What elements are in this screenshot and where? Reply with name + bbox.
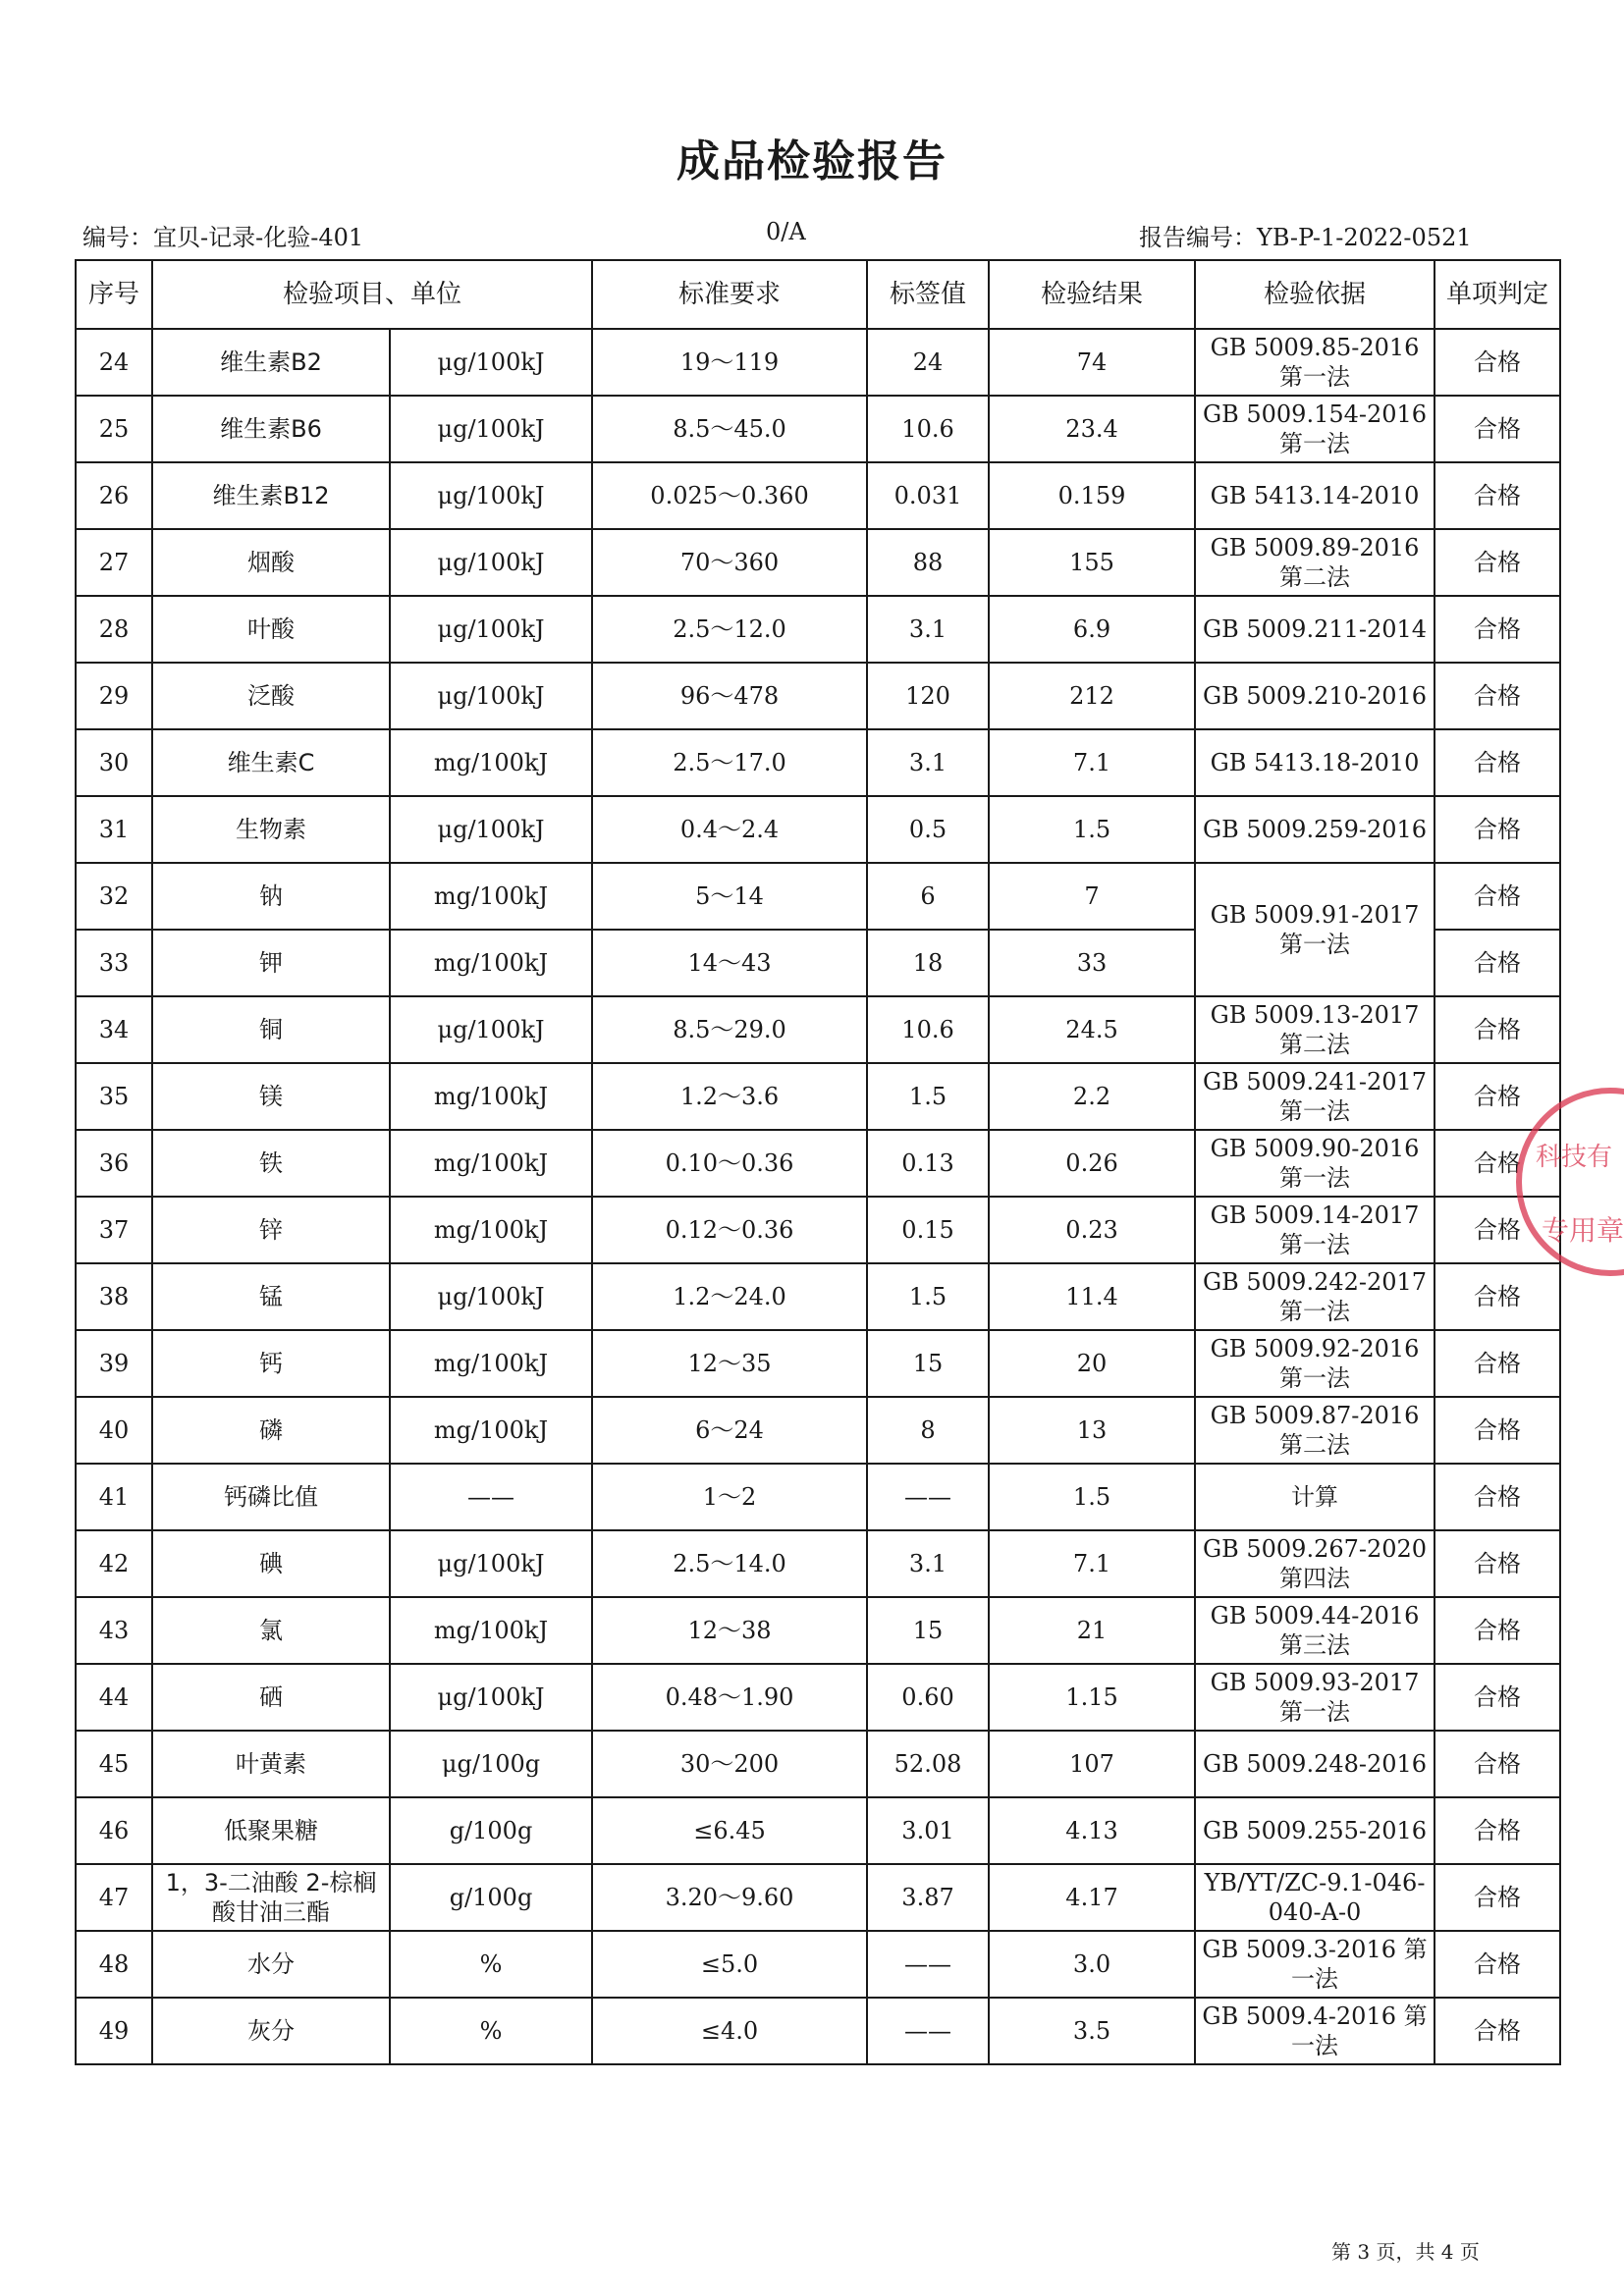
method-cell: GB 5009.89-2016 第二法: [1195, 529, 1435, 596]
record-number: 编号：宜贝-记录-化验-401: [82, 224, 364, 251]
label-value-cell: 18: [867, 930, 989, 996]
label-value-cell: 3.1: [867, 1530, 989, 1597]
standard-cell: 12～38: [592, 1597, 867, 1664]
standard-cell: 1.2～24.0: [592, 1263, 867, 1330]
item-name-cell: 叶黄素: [152, 1731, 390, 1797]
col-header-result: 检验结果: [989, 260, 1195, 329]
method-cell: GB 5413.14-2010: [1195, 462, 1435, 529]
item-name-cell: 烟酸: [152, 529, 390, 596]
page-number: 第 3 页，共 4 页: [1331, 2240, 1480, 2264]
method-cell: GB 5009.241-2017 第一法: [1195, 1063, 1435, 1130]
unit-cell: %: [390, 1998, 592, 2064]
method-cell: YB/YT/ZC-9.1-046-040-A-0: [1195, 1864, 1435, 1931]
standard-cell: 8.5～45.0: [592, 396, 867, 462]
verdict-cell: 合格: [1435, 729, 1560, 796]
standard-cell: ≤6.45: [592, 1797, 867, 1864]
table-row: [76, 529, 1560, 596]
verdict-cell: 合格: [1435, 796, 1560, 863]
method-cell: GB 5009.248-2016: [1195, 1731, 1435, 1797]
verdict-cell: 合格: [1435, 1130, 1560, 1197]
label-value-cell: 1.5: [867, 1263, 989, 1330]
table-row: [76, 863, 1560, 930]
label-value-cell: 0.031: [867, 462, 989, 529]
table-header-row: [76, 260, 1560, 329]
item-name-cell: 水分: [152, 1931, 390, 1998]
item-name-cell: 锌: [152, 1197, 390, 1263]
item-name-cell: 生物素: [152, 796, 390, 863]
standard-cell: 2.5～17.0: [592, 729, 867, 796]
item-name-cell: 铜: [152, 996, 390, 1063]
item-name-cell: 钙: [152, 1330, 390, 1397]
row-number-cell: 25: [76, 396, 152, 462]
standard-cell: 0.4～2.4: [592, 796, 867, 863]
verdict-cell: 合格: [1435, 1998, 1560, 2064]
result-cell: 7: [989, 863, 1195, 930]
standard-cell: 1.2～3.6: [592, 1063, 867, 1130]
method-cell: GB 5009.91-2017 第一法: [1195, 863, 1435, 996]
standard-cell: 70～360: [592, 529, 867, 596]
standard-cell: 0.48～1.90: [592, 1664, 867, 1731]
label-value-cell: 8: [867, 1397, 989, 1464]
method-cell: GB 5009.211-2014: [1195, 596, 1435, 663]
verdict-cell: 合格: [1435, 1931, 1560, 1998]
method-cell: GB 5009.87-2016 第二法: [1195, 1397, 1435, 1464]
verdict-cell: 合格: [1435, 529, 1560, 596]
unit-cell: mg/100kJ: [390, 1397, 592, 1464]
unit-cell: %: [390, 1931, 592, 1998]
report-title: 成品检验报告: [677, 136, 947, 187]
unit-cell: mg/100kJ: [390, 1597, 592, 1664]
item-name-cell: 钾: [152, 930, 390, 996]
result-cell: 11.4: [989, 1263, 1195, 1330]
item-name-cell: 钙磷比值: [152, 1464, 390, 1530]
report-number: 报告编号：YB-P-1-2022-0521: [1139, 224, 1472, 251]
table-row: [76, 1530, 1560, 1597]
label-value-cell: 15: [867, 1597, 989, 1664]
item-name-cell: 维生素B2: [152, 329, 390, 396]
item-name-cell: 镁: [152, 1063, 390, 1130]
verdict-cell: 合格: [1435, 462, 1560, 529]
verdict-cell: 合格: [1435, 1063, 1560, 1130]
method-cell: GB 5009.44-2016 第三法: [1195, 1597, 1435, 1664]
table-row: [76, 1263, 1560, 1330]
unit-cell: μg/100kJ: [390, 996, 592, 1063]
table-row: [76, 1063, 1560, 1130]
standard-cell: 0.12～0.36: [592, 1197, 867, 1263]
item-name-cell: 氯: [152, 1597, 390, 1664]
verdict-cell: 合格: [1435, 1464, 1560, 1530]
col-header-no: 序号: [76, 260, 152, 329]
row-number-cell: 34: [76, 996, 152, 1063]
table-row: [76, 729, 1560, 796]
standard-cell: 1～2: [592, 1464, 867, 1530]
col-header-item: 检验项目、单位: [152, 260, 592, 329]
unit-cell: mg/100kJ: [390, 1197, 592, 1263]
table-row: [76, 1330, 1560, 1397]
item-name-cell: 灰分: [152, 1998, 390, 2064]
label-value-cell: 10.6: [867, 996, 989, 1063]
table-row: [76, 663, 1560, 729]
verdict-cell: 合格: [1435, 1664, 1560, 1731]
table-row: [76, 1130, 1560, 1197]
verdict-cell: 合格: [1435, 1864, 1560, 1931]
table-row: [76, 996, 1560, 1063]
label-value-cell: 3.01: [867, 1797, 989, 1864]
method-cell: GB 5009.210-2016: [1195, 663, 1435, 729]
row-number-cell: 49: [76, 1998, 152, 2064]
method-cell: GB 5009.93-2017 第一法: [1195, 1664, 1435, 1731]
verdict-cell: 合格: [1435, 1731, 1560, 1797]
result-cell: 107: [989, 1731, 1195, 1797]
unit-cell: μg/100kJ: [390, 462, 592, 529]
result-cell: 23.4: [989, 396, 1195, 462]
table-row: [76, 596, 1560, 663]
table-row: [76, 1464, 1560, 1530]
inspection-table: [75, 259, 1561, 2065]
unit-cell: mg/100kJ: [390, 863, 592, 930]
result-cell: 155: [989, 529, 1195, 596]
standard-cell: ≤4.0: [592, 1998, 867, 2064]
col-header-standard: 标准要求: [592, 260, 867, 329]
label-value-cell: 0.60: [867, 1664, 989, 1731]
unit-cell: g/100g: [390, 1797, 592, 1864]
result-cell: 20: [989, 1330, 1195, 1397]
verdict-cell: 合格: [1435, 930, 1560, 996]
item-name-cell: 1，3-二油酸 2-棕榈酸甘油三酯: [152, 1864, 390, 1931]
result-cell: 2.2: [989, 1063, 1195, 1130]
result-cell: 1.15: [989, 1664, 1195, 1731]
version: 0/A: [766, 218, 806, 245]
row-number-cell: 29: [76, 663, 152, 729]
verdict-cell: 合格: [1435, 1197, 1560, 1263]
table-row: [76, 796, 1560, 863]
method-cell: GB 5009.85-2016 第一法: [1195, 329, 1435, 396]
row-number-cell: 26: [76, 462, 152, 529]
result-cell: 6.9: [989, 596, 1195, 663]
standard-cell: 8.5～29.0: [592, 996, 867, 1063]
label-value-cell: 24: [867, 329, 989, 396]
standard-cell: 6～24: [592, 1397, 867, 1464]
item-name-cell: 碘: [152, 1530, 390, 1597]
row-number-cell: 32: [76, 863, 152, 930]
table-body: [76, 329, 1560, 2064]
label-value-cell: 88: [867, 529, 989, 596]
method-cell: 计算: [1195, 1464, 1435, 1530]
label-value-cell: 6: [867, 863, 989, 930]
table-row: [76, 1931, 1560, 1998]
label-value-cell: 15: [867, 1330, 989, 1397]
verdict-cell: 合格: [1435, 996, 1560, 1063]
result-cell: 3.5: [989, 1998, 1195, 2064]
method-cell: GB 5009.14-2017 第一法: [1195, 1197, 1435, 1263]
verdict-cell: 合格: [1435, 396, 1560, 462]
table-row: [76, 1197, 1560, 1263]
result-cell: 74: [989, 329, 1195, 396]
row-number-cell: 38: [76, 1263, 152, 1330]
unit-cell: μg/100kJ: [390, 396, 592, 462]
result-cell: 3.0: [989, 1931, 1195, 1998]
standard-cell: 96～478: [592, 663, 867, 729]
standard-cell: 12～35: [592, 1330, 867, 1397]
result-cell: 1.5: [989, 796, 1195, 863]
result-cell: 4.13: [989, 1797, 1195, 1864]
result-cell: 7.1: [989, 1530, 1195, 1597]
label-value-cell: 0.15: [867, 1197, 989, 1263]
col-header-label: 标签值: [867, 260, 989, 329]
row-number-cell: 44: [76, 1664, 152, 1731]
result-cell: 1.5: [989, 1464, 1195, 1530]
method-cell: GB 5009.90-2016 第一法: [1195, 1130, 1435, 1197]
verdict-cell: 合格: [1435, 663, 1560, 729]
unit-cell: ——: [390, 1464, 592, 1530]
row-number-cell: 28: [76, 596, 152, 663]
standard-cell: 19～119: [592, 329, 867, 396]
label-value-cell: ——: [867, 1931, 989, 1998]
row-number-cell: 47: [76, 1864, 152, 1931]
label-value-cell: 3.87: [867, 1864, 989, 1931]
standard-cell: 5～14: [592, 863, 867, 930]
verdict-cell: 合格: [1435, 863, 1560, 930]
verdict-cell: 合格: [1435, 1597, 1560, 1664]
label-value-cell: ——: [867, 1464, 989, 1530]
row-number-cell: 27: [76, 529, 152, 596]
unit-cell: μg/100kJ: [390, 663, 592, 729]
unit-cell: mg/100kJ: [390, 930, 592, 996]
standard-cell: 2.5～14.0: [592, 1530, 867, 1597]
unit-cell: mg/100kJ: [390, 1130, 592, 1197]
row-number-cell: 35: [76, 1063, 152, 1130]
table-row: [76, 1731, 1560, 1797]
label-value-cell: 3.1: [867, 729, 989, 796]
unit-cell: μg/100kJ: [390, 596, 592, 663]
verdict-cell: 合格: [1435, 1263, 1560, 1330]
label-value-cell: 10.6: [867, 396, 989, 462]
table-row: [76, 1864, 1560, 1931]
verdict-cell: 合格: [1435, 1397, 1560, 1464]
table-row: [76, 1797, 1560, 1864]
result-cell: 21: [989, 1597, 1195, 1664]
verdict-cell: 合格: [1435, 1330, 1560, 1397]
label-value-cell: 52.08: [867, 1731, 989, 1797]
standard-cell: 30～200: [592, 1731, 867, 1797]
item-name-cell: 泛酸: [152, 663, 390, 729]
item-name-cell: 锰: [152, 1263, 390, 1330]
table-row: [76, 462, 1560, 529]
verdict-cell: 合格: [1435, 329, 1560, 396]
table-row: [76, 1998, 1560, 2064]
method-cell: GB 5009.267-2020 第四法: [1195, 1530, 1435, 1597]
item-name-cell: 钠: [152, 863, 390, 930]
standard-cell: 0.025～0.360: [592, 462, 867, 529]
unit-cell: μg/100kJ: [390, 1664, 592, 1731]
row-number-cell: 45: [76, 1731, 152, 1797]
row-number-cell: 30: [76, 729, 152, 796]
method-cell: GB 5009.242-2017 第一法: [1195, 1263, 1435, 1330]
row-number-cell: 43: [76, 1597, 152, 1664]
method-cell: GB 5009.255-2016: [1195, 1797, 1435, 1864]
standard-cell: 2.5～12.0: [592, 596, 867, 663]
item-name-cell: 维生素B6: [152, 396, 390, 462]
unit-cell: mg/100kJ: [390, 729, 592, 796]
standard-cell: 0.10～0.36: [592, 1130, 867, 1197]
result-cell: 13: [989, 1397, 1195, 1464]
row-number-cell: 39: [76, 1330, 152, 1397]
item-name-cell: 维生素B12: [152, 462, 390, 529]
label-value-cell: 1.5: [867, 1063, 989, 1130]
row-number-cell: 36: [76, 1130, 152, 1197]
result-cell: 0.26: [989, 1130, 1195, 1197]
item-name-cell: 硒: [152, 1664, 390, 1731]
result-cell: 212: [989, 663, 1195, 729]
label-value-cell: 0.5: [867, 796, 989, 863]
item-name-cell: 低聚果糖: [152, 1797, 390, 1864]
result-cell: 4.17: [989, 1864, 1195, 1931]
method-cell: GB 5413.18-2010: [1195, 729, 1435, 796]
row-number-cell: 48: [76, 1931, 152, 1998]
label-value-cell: 3.1: [867, 596, 989, 663]
verdict-cell: 合格: [1435, 1797, 1560, 1864]
verdict-cell: 合格: [1435, 1530, 1560, 1597]
unit-cell: mg/100kJ: [390, 1063, 592, 1130]
unit-cell: μg/100kJ: [390, 1530, 592, 1597]
unit-cell: μg/100kJ: [390, 1263, 592, 1330]
item-name-cell: 维生素C: [152, 729, 390, 796]
row-number-cell: 31: [76, 796, 152, 863]
method-cell: GB 5009.259-2016: [1195, 796, 1435, 863]
method-cell: GB 5009.154-2016 第一法: [1195, 396, 1435, 462]
seal-text-top: 科技有: [1536, 1143, 1613, 1172]
standard-cell: ≤5.0: [592, 1931, 867, 1998]
row-number-cell: 33: [76, 930, 152, 996]
row-number-cell: 46: [76, 1797, 152, 1864]
method-cell: GB 5009.92-2016 第一法: [1195, 1330, 1435, 1397]
table-row: [76, 396, 1560, 462]
label-value-cell: 0.13: [867, 1130, 989, 1197]
table-row: [76, 329, 1560, 396]
result-cell: 7.1: [989, 729, 1195, 796]
method-cell: GB 5009.4-2016 第一法: [1195, 1998, 1435, 2064]
unit-cell: μg/100kJ: [390, 529, 592, 596]
unit-cell: μg/100g: [390, 1731, 592, 1797]
col-header-verdict: 单项判定: [1435, 260, 1560, 329]
label-value-cell: 120: [867, 663, 989, 729]
standard-cell: 14～43: [592, 930, 867, 996]
seal-text-bottom: 专用章: [1542, 1214, 1624, 1247]
unit-cell: μg/100kJ: [390, 796, 592, 863]
item-name-cell: 磷: [152, 1397, 390, 1464]
row-number-cell: 24: [76, 329, 152, 396]
label-value-cell: ——: [867, 1998, 989, 2064]
standard-cell: 3.20～9.60: [592, 1864, 867, 1931]
method-cell: GB 5009.13-2017 第二法: [1195, 996, 1435, 1063]
result-cell: 24.5: [989, 996, 1195, 1063]
row-number-cell: 37: [76, 1197, 152, 1263]
item-name-cell: 叶酸: [152, 596, 390, 663]
table-row: [76, 1664, 1560, 1731]
result-cell: 33: [989, 930, 1195, 996]
row-number-cell: 42: [76, 1530, 152, 1597]
col-header-method: 检验依据: [1195, 260, 1435, 329]
table-row: [76, 1397, 1560, 1464]
unit-cell: mg/100kJ: [390, 1330, 592, 1397]
result-cell: 0.159: [989, 462, 1195, 529]
row-number-cell: 41: [76, 1464, 152, 1530]
verdict-cell: 合格: [1435, 596, 1560, 663]
table-row: [76, 1597, 1560, 1664]
item-name-cell: 铁: [152, 1130, 390, 1197]
row-number-cell: 40: [76, 1397, 152, 1464]
method-cell: GB 5009.3-2016 第一法: [1195, 1931, 1435, 1998]
unit-cell: μg/100kJ: [390, 329, 592, 396]
result-cell: 0.23: [989, 1197, 1195, 1263]
unit-cell: g/100g: [390, 1864, 592, 1931]
